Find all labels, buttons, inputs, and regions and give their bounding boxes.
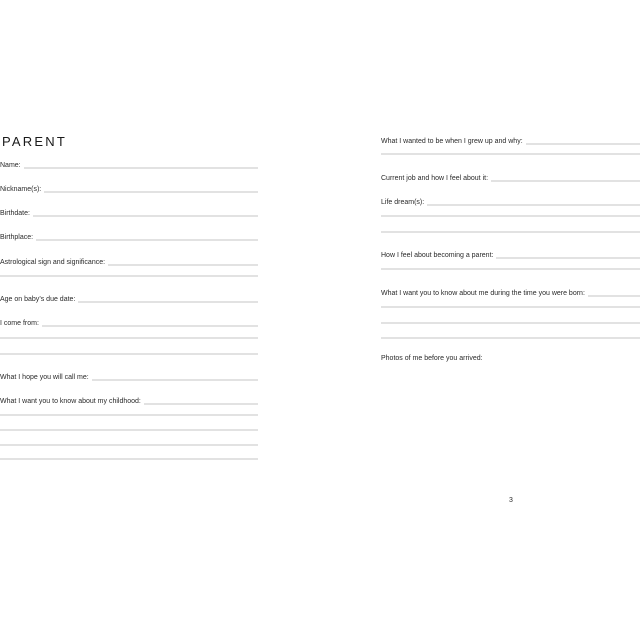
name-write-line[interactable] (24, 167, 258, 169)
age-on-due-date-write-line[interactable] (78, 301, 258, 303)
age-on-due-date-field[interactable] (0, 294, 258, 304)
time-you-were-born-extra-line[interactable] (381, 337, 640, 339)
childhood-field[interactable] (0, 396, 258, 406)
time-you-were-born-extra-line[interactable] (381, 322, 640, 324)
call-me-field[interactable] (0, 372, 258, 382)
grew-up-write-line[interactable] (526, 143, 640, 145)
birthplace-label: Birthplace: (0, 234, 34, 241)
becoming-parent-label: How I feel about becoming a parent: (381, 252, 494, 259)
life-dreams-field[interactable] (381, 197, 640, 207)
birthplace-field[interactable] (0, 232, 258, 242)
birthplace-write-line[interactable] (36, 239, 258, 241)
call-me-label: What I hope you will call me: (0, 374, 89, 381)
grew-up-label: What I wanted to be when I grew up and why: (381, 138, 523, 145)
becoming-parent-field[interactable] (381, 250, 640, 260)
i-come-from-field[interactable] (0, 318, 258, 328)
nickname-field[interactable] (0, 184, 258, 194)
astrological-sign-write-line[interactable] (108, 264, 258, 266)
time-you-were-born-extra-line[interactable] (381, 306, 640, 308)
i-come-from-label: I come from: (0, 320, 39, 327)
current-job-write-line[interactable] (491, 180, 640, 182)
time-you-were-born-write-line[interactable] (588, 295, 640, 297)
photos-label: Photos of me before you arrived: (381, 355, 483, 362)
i-come-from-write-line[interactable] (42, 325, 258, 327)
name-label: Name: (0, 162, 21, 169)
childhood-write-line[interactable] (144, 403, 258, 405)
current-job-field[interactable] (381, 173, 640, 183)
astrological-sign-label: Astrological sign and significance: (0, 259, 106, 266)
life-dreams-extra-line[interactable] (381, 231, 640, 233)
becoming-parent-write-line[interactable] (496, 257, 640, 259)
childhood-extra-line[interactable] (0, 444, 258, 446)
call-me-write-line[interactable] (92, 379, 258, 381)
time-you-were-born-field[interactable] (381, 288, 640, 298)
becoming-parent-extra-line[interactable] (381, 268, 640, 270)
page-number: 3 (509, 497, 513, 504)
current-job-label: Current job and how I feel about it: (381, 175, 489, 182)
nickname-write-line[interactable] (44, 191, 258, 193)
i-come-from-extra-line[interactable] (0, 353, 258, 355)
life-dreams-extra-line[interactable] (381, 215, 640, 217)
time-you-were-born-label: What I want you to know about me during the time you were born: (381, 290, 585, 297)
birthdate-field[interactable] (0, 208, 258, 218)
life-dreams-write-line[interactable] (427, 204, 640, 206)
birthdate-label: Birthdate: (0, 210, 30, 217)
right-page (381, 0, 640, 640)
childhood-extra-line[interactable] (0, 458, 258, 460)
childhood-label: What I want you to know about my childhood: (0, 398, 141, 405)
grew-up-field[interactable] (381, 136, 640, 146)
childhood-extra-line[interactable] (0, 414, 258, 416)
childhood-extra-line[interactable] (0, 429, 258, 431)
name-field[interactable] (0, 160, 258, 170)
page-title: PARENT (2, 134, 67, 149)
left-page (0, 0, 258, 640)
astrological-sign-extra-line[interactable] (0, 275, 258, 277)
life-dreams-label: Life dream(s): (381, 199, 425, 206)
i-come-from-extra-line[interactable] (0, 337, 258, 339)
age-on-due-date-label: Age on baby’s due date: (0, 296, 76, 303)
nickname-label: Nickname(s): (0, 186, 42, 193)
astrological-sign-field[interactable] (0, 257, 258, 267)
grew-up-extra-line[interactable] (381, 153, 640, 155)
birthdate-write-line[interactable] (33, 215, 258, 217)
